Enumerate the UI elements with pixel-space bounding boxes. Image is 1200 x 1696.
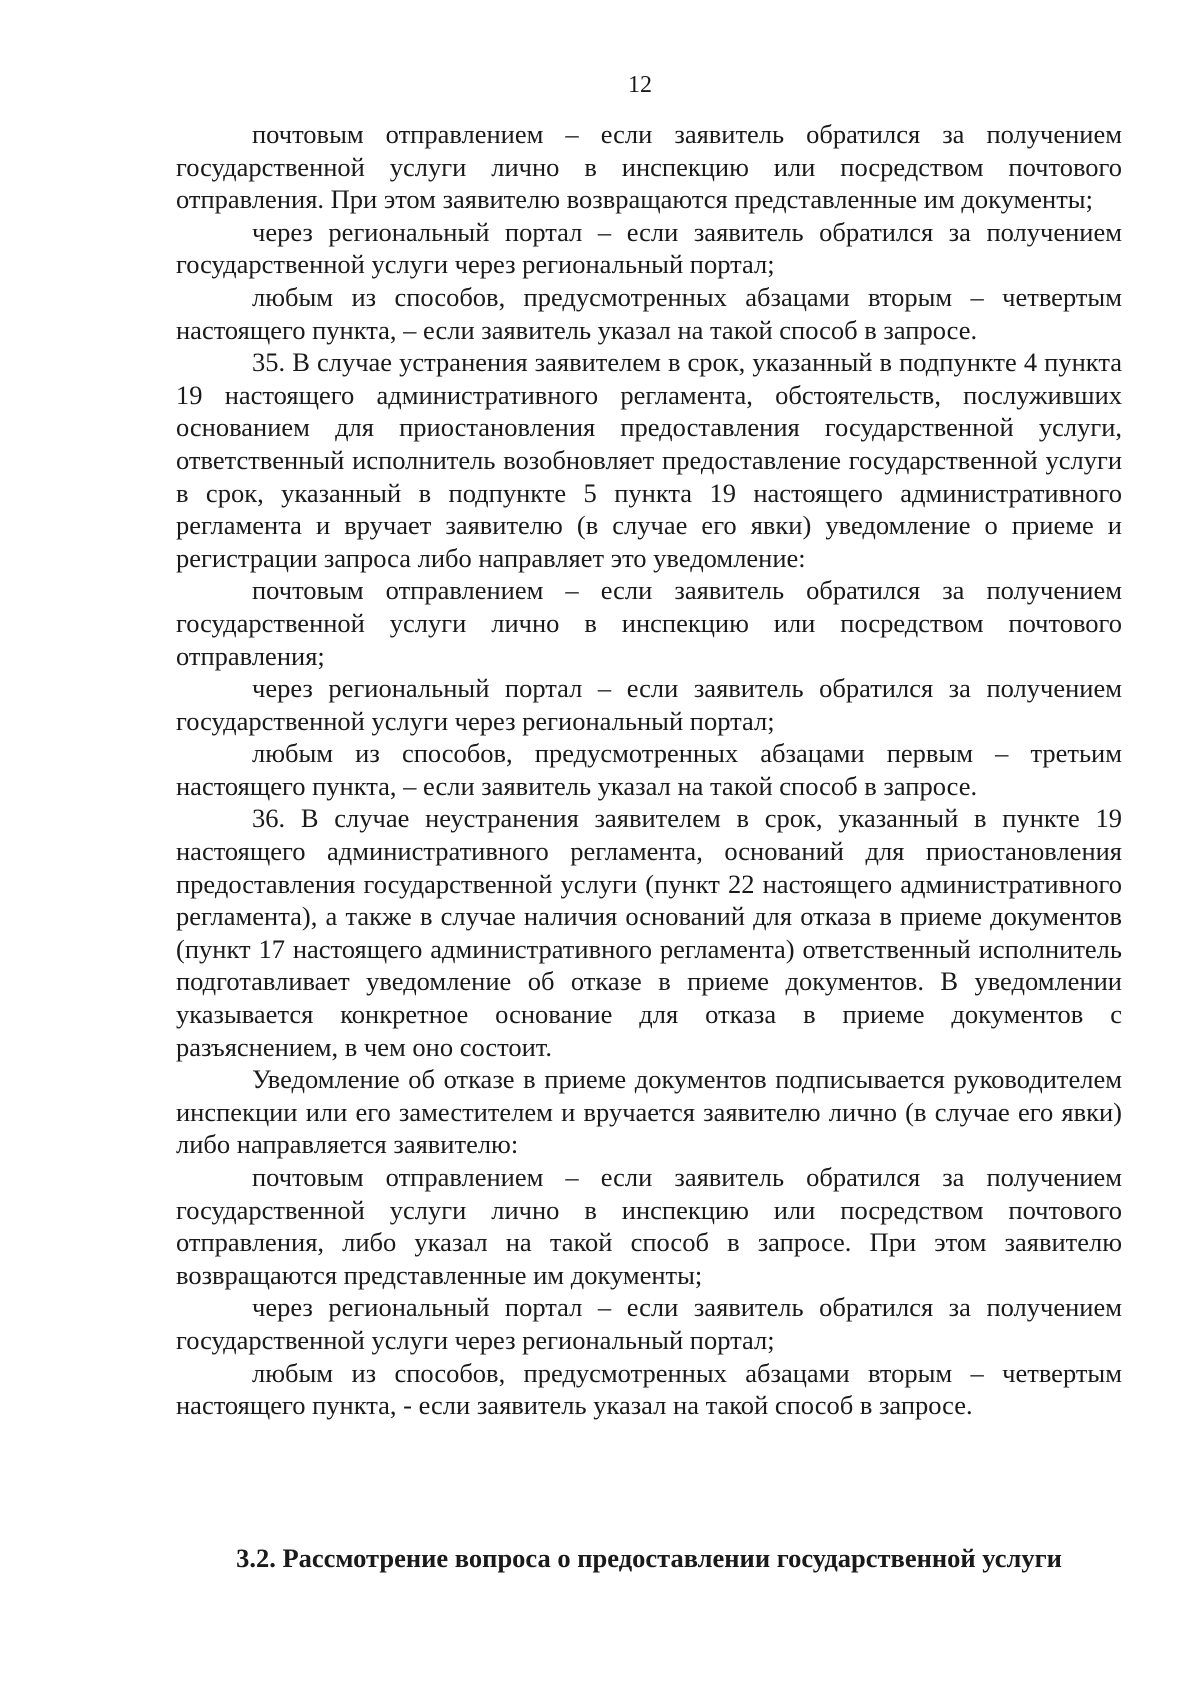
paragraph: через региональный портал – если заявитель обратился за получением государственной услуги через региональный портал; — [176, 673, 1122, 736]
paragraph: через региональный портал – если заявитель обратился за получением государственной услуги через региональный портал; — [176, 1292, 1122, 1355]
paragraph: почтовым отправлением – если заявитель обратился за получением государственной услуги лично в инспекцию или посредством почтового отправления; — [176, 575, 1122, 671]
page-number: 12 — [628, 72, 652, 98]
paragraph: любым из способов, предусмотренных абзацами вторым – четвертым настоящего пункта, – если заявитель указал на такой способ в запросе. — [176, 281, 1122, 345]
paragraph: любым из способов, предусмотренных абзацами вторым – четвертым настоящего пункта, - если заявитель указал на такой способ в запросе. — [176, 1357, 1122, 1421]
paragraph-item-35: 35. В случае устранения заявителем в срок, указанный в подпункте 4 пункта 19 настоящего административного регламента, обстоятельств, послуживших основанием для приостановления предоставления государственной услуги, ответственный исполнитель возобновляет предоставление государственной услуги в срок, указанный в подпункте 5 пункта 19 настоящего административного регламента и вручает заявителю (в случае его явки) уведомление о приеме и регистрации запроса либо направляет это уведомление: — [176, 347, 1122, 573]
paragraph: любым из способов, предусмотренных абзацами первым – третьим настоящего пункта, – если заявитель указал на такой способ в запросе. — [176, 738, 1122, 801]
paragraph: почтовым отправлением – если заявитель обратился за получением государственной услуги лично в инспекцию или посредством почтового отправления, либо указал на такой способ в запросе. При этом заявителю возвращаются представленные им документы; — [176, 1162, 1122, 1290]
document-body — [176, 118, 1122, 1422]
section-heading: 3.2. Рассмотрение вопроса о предоставлении государственной услуги — [236, 1543, 1062, 1573]
paragraph: через региональный портал – если заявитель обратился за получением государственной услуги через региональный портал; — [176, 216, 1122, 280]
paragraph: почтовым отправлением – если заявитель обратился за получением государственной услуги лично в инспекцию или посредством почтового отправления. При этом заявителю возвращаются представленные им документы; — [176, 119, 1122, 215]
paragraph: Уведомление об отказе в приеме документов подписывается руководителем инспекции или его заместителем и вручается заявителю лично (в случае его явки) либо направляется заявителю: — [176, 1064, 1122, 1160]
paragraph-item-36: 36. В случае неустранения заявителем в срок, указанный в пункте 19 настоящего административного регламента, оснований для приостановления предоставления государственной услуги (пункт 22 настоящего административного регламента), а также в случае наличия оснований для отказа в приеме документов (пункт 17 настоящего административного регламента) ответственный исполнитель подготавливает уведомление об отказе в приеме документов. В уведомлении указывается конкретное основание для отказа в приеме документов с разъяснением, в чем оно состоит. — [176, 803, 1122, 1062]
